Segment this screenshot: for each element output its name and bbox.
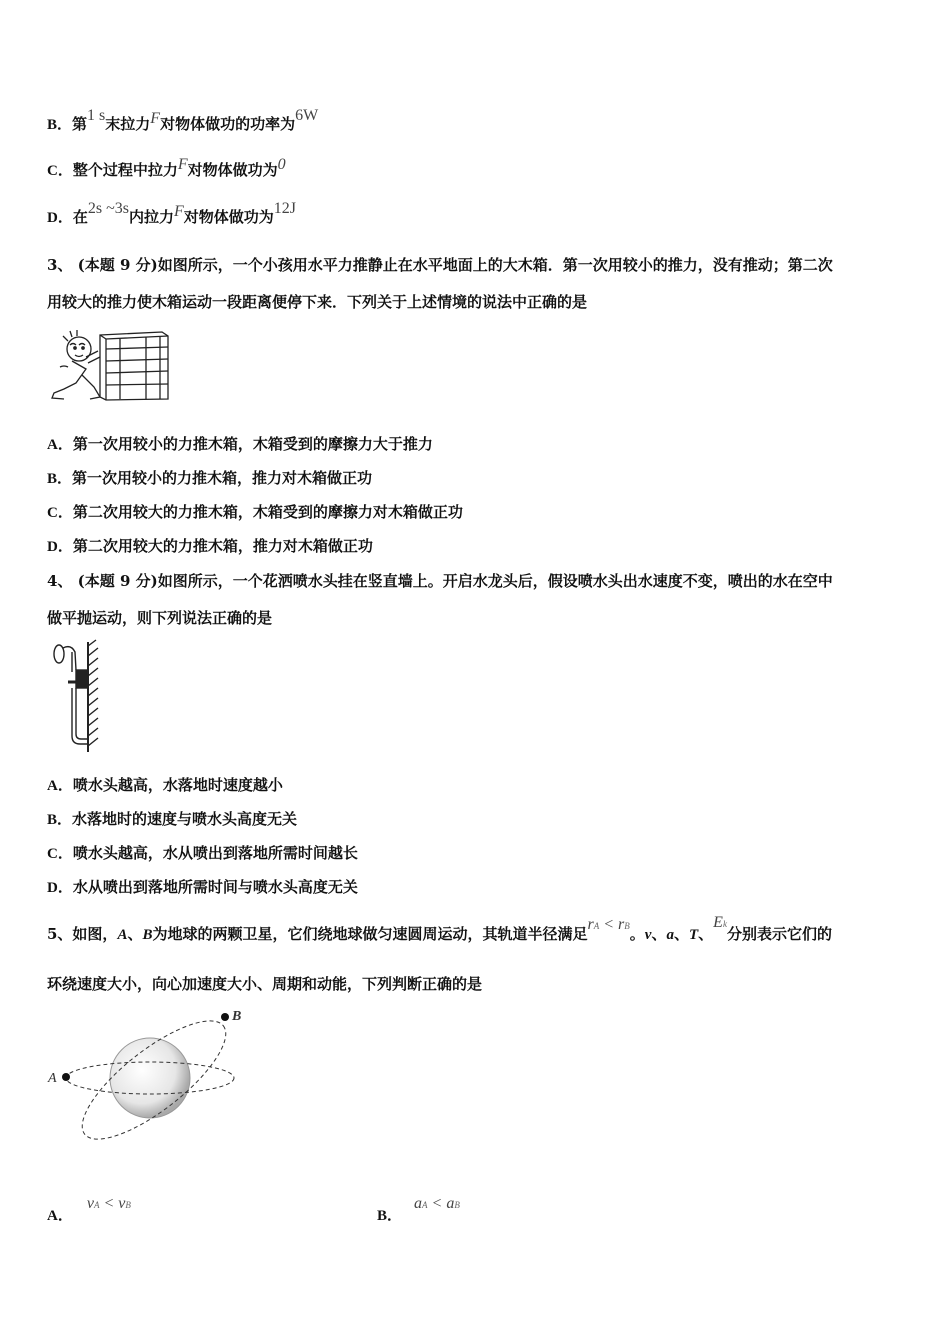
q5-option-a: A．vA < vB [47, 1195, 131, 1224]
q3-option-a: A．第一次用较小的力推木箱，木箱受到的摩擦力大于推力 [47, 435, 433, 453]
child-pushing-box-figure [46, 327, 170, 403]
q4-stem-line1: 4、 (本题 9 分)如图所示，一个花洒喷水头挂在竖直墙上。开启水龙头后，假设喷水头出水速度不变，喷出的水在空中 [47, 572, 833, 590]
earth [110, 1038, 190, 1118]
q3-stem-line1: 3、 (本题 9 分)如图所示，一个小孩用水平力推静止在水平地面上的大木箱．第一次用较小的推力，没有推动；第二次 [47, 256, 833, 274]
q3-option-d: D．第二次用较大的力推木箱，推力对木箱做正功 [47, 537, 373, 555]
q3-stem-line2: 用较大的推力使木箱运动一段距离便停下来．下列关于上述情境的说法中正确的是 [47, 293, 588, 311]
q5-option-b: B．aA < aB [377, 1195, 460, 1224]
label-b: B [232, 1009, 242, 1024]
earth-satellites-figure [44, 1004, 240, 1154]
q4-option-b: B．水落地时的速度与喷水头高度无关 [47, 810, 298, 828]
satellite-b [221, 1013, 229, 1021]
q2-option-c: C．整个过程中拉力F对物体做功为0 [47, 156, 286, 179]
label-a: A [48, 1071, 57, 1086]
q2-option-b: B．第1 s末拉力F对物体做功的功率为6W [47, 107, 319, 133]
q5-stem-line2: 环绕速度大小，向心加速度大小、周期和动能，下列判断正确的是 [47, 975, 483, 993]
q4-option-d: D．水从喷出到落地所需时间与喷水头高度无关 [47, 878, 358, 896]
q4-option-c: C．喷水头越高，水从喷出到落地所需时间越长 [47, 844, 358, 862]
q3-option-c: C．第二次用较大的力推木箱，木箱受到的摩擦力对木箱做正功 [47, 503, 463, 521]
q2-option-d: D．在2s ~3s内拉力F对物体做功为12J [47, 200, 297, 226]
q3-option-b: B．第一次用较小的力推木箱，推力对木箱做正功 [47, 469, 373, 487]
q4-option-a: A．喷水头越高，水落地时速度越小 [47, 776, 283, 794]
satellite-a [62, 1073, 70, 1081]
showerhead-on-wall-figure [50, 640, 106, 754]
q4-stem-line2: 做平抛运动，则下列说法正确的是 [47, 609, 273, 627]
q5-stem-line1: 5、如图，A、B为地球的两颗卫星，它们绕地球做匀速圆周运动，其轨道半径满足rA < rB。v、a、T、Ek分别表示它们的 [47, 914, 832, 943]
